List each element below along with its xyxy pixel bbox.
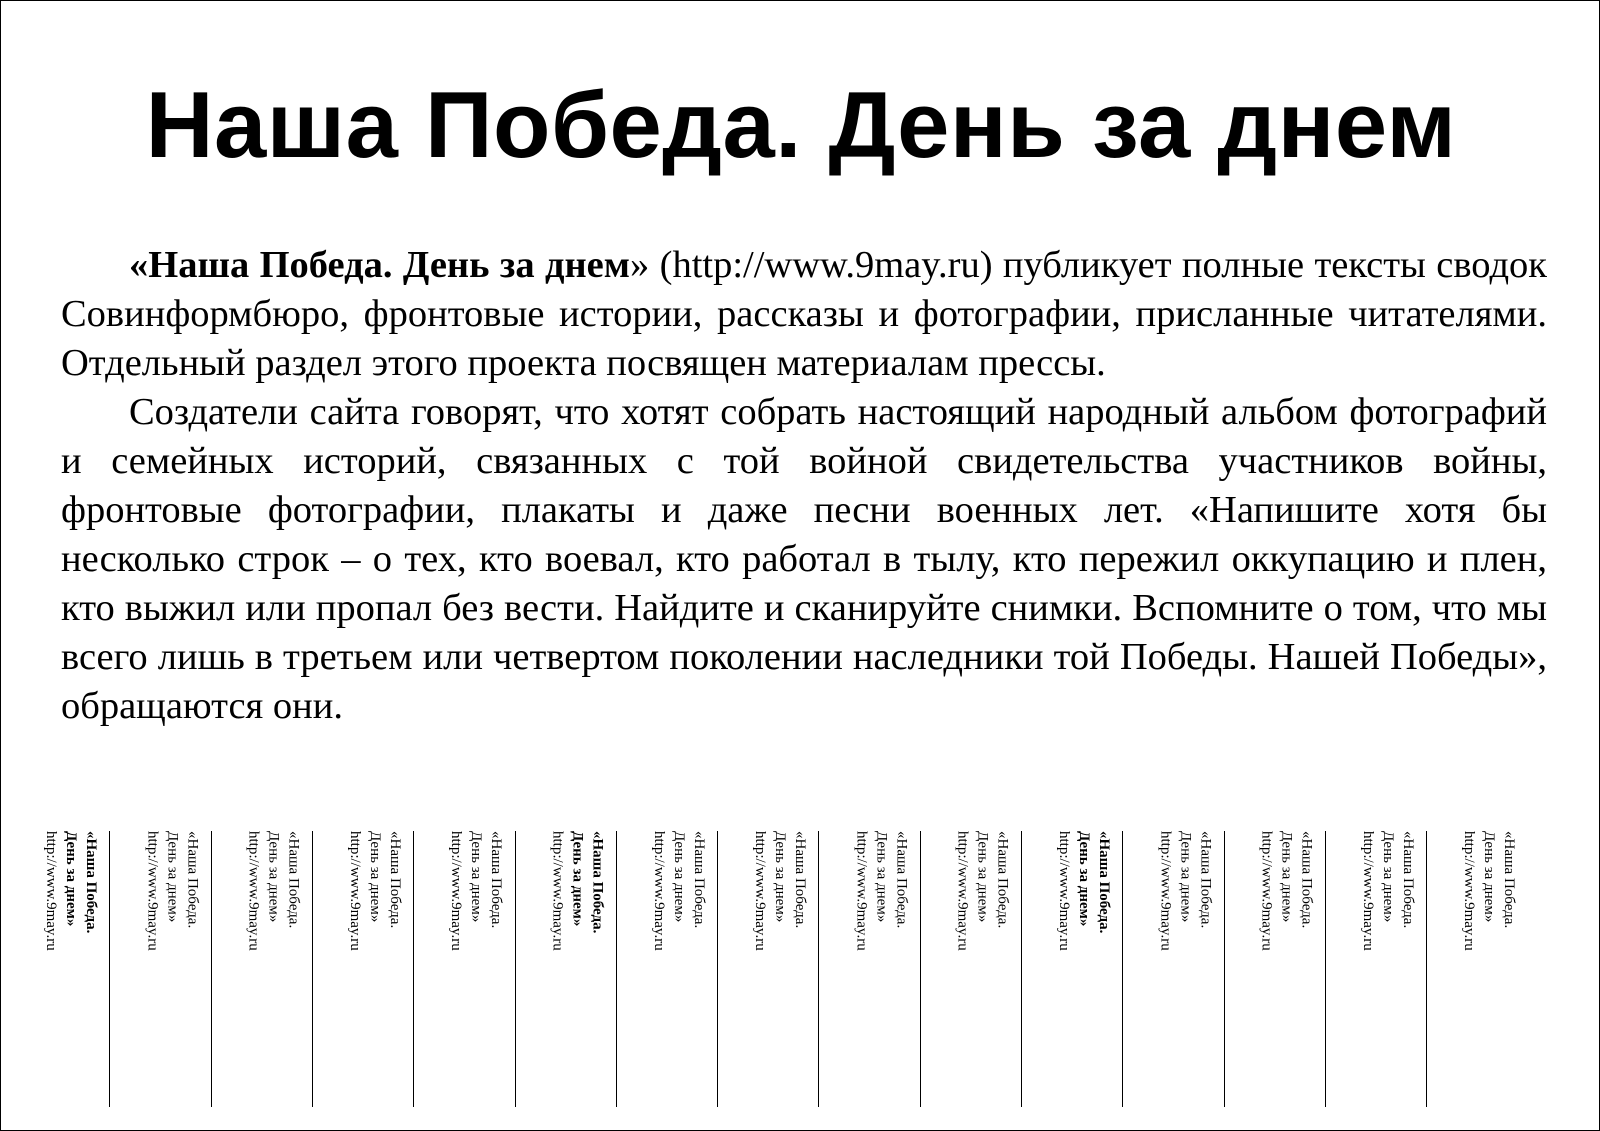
page-title: Наша Победа. День за днем	[145, 72, 1457, 177]
tab-text	[548, 831, 608, 951]
tab-line1: «Наша Победа.	[792, 831, 809, 929]
tear-off-tab	[1021, 831, 1124, 1107]
tab-line3: http://www.9may.ru	[1056, 831, 1072, 951]
tear-off-tab	[717, 831, 820, 1107]
tab-line2: День за днем»	[164, 831, 181, 923]
tab-line3: http://www.9may.ru	[245, 831, 262, 951]
tab-line2: День за днем»	[873, 831, 890, 923]
tab-line2: День за днем»	[670, 831, 687, 923]
tab-text	[1358, 831, 1418, 951]
tear-off-tab	[616, 831, 719, 1107]
tab-line2: День за днем»	[63, 831, 79, 927]
tab-text	[1257, 831, 1317, 951]
tab-text	[851, 831, 911, 951]
tear-off-tab	[8, 831, 111, 1107]
tab-line1: «Наша Победа.	[994, 831, 1011, 929]
tab-line1: «Наша Победа.	[83, 831, 99, 934]
tab-line1: «Наша Победа.	[589, 831, 606, 934]
tab-line2: День за днем»	[569, 831, 586, 927]
tab-line2: День за днем»	[1278, 831, 1295, 923]
tab-line3: http://www.9may.ru	[448, 831, 465, 951]
paragraph-intro	[61, 241, 1547, 388]
tab-line2: День за днем»	[468, 831, 485, 923]
tab-text	[1459, 831, 1519, 951]
tab-line1: «Наша Победа.	[1298, 831, 1315, 929]
tab-line1: «Наша Победа.	[488, 831, 505, 929]
tear-off-tab	[109, 831, 212, 1107]
tab-line3: http://www.9may.ru	[549, 831, 566, 951]
tab-line2: День за днем»	[1177, 831, 1194, 923]
tear-off-tab	[515, 831, 618, 1107]
tab-text	[345, 831, 405, 951]
tear-off-tab	[1122, 831, 1225, 1107]
tab-line1: «Наша Победа.	[386, 831, 403, 929]
tear-off-tab	[211, 831, 314, 1107]
tab-line2: День за днем»	[265, 831, 282, 923]
tab-line1: «Наша Победа.	[184, 831, 201, 929]
tab-text	[41, 831, 101, 951]
tab-line3: http://www.9may.ru	[144, 831, 161, 951]
tab-text	[1054, 831, 1114, 951]
tear-off-tab	[413, 831, 516, 1107]
tab-line3: http://www.9may.ru	[752, 831, 769, 951]
tab-line2: День за днем»	[1379, 831, 1396, 923]
tab-line2: День за днем»	[974, 831, 991, 923]
tab-text	[142, 831, 202, 951]
tab-line3: http://www.9may.ru	[1359, 831, 1376, 951]
intro-text: » (http://www.9may.ru) публикует полные тексты сводок Совинформбюро, фронтовые истории, рассказы и фотографии, присланные читателями. Отдельный раздел этого проекта посвящен материалам прессы.	[61, 244, 1547, 384]
tab-text	[649, 831, 709, 951]
tab-line3: http://www.9may.ru	[43, 831, 59, 951]
tab-line1: «Наша Победа.	[1501, 831, 1518, 929]
tab-line3: http://www.9may.ru	[1258, 831, 1275, 951]
tab-line3: http://www.9may.ru	[1157, 831, 1174, 951]
tear-off-tab	[920, 831, 1023, 1107]
tab-line1: «Наша Победа.	[690, 831, 707, 929]
tab-text	[750, 831, 810, 951]
tear-off-tab	[1224, 831, 1327, 1107]
tear-off-tab	[1426, 831, 1529, 1107]
tab-line1: «Наша Победа.	[1096, 831, 1112, 934]
tab-line2: День за днем»	[366, 831, 383, 923]
body-text	[61, 241, 1547, 731]
tab-line3: http://www.9may.ru	[853, 831, 870, 951]
paragraph-creators: Создатели сайта говорят, что хотят собрать настоящий народный альбом фотографий и семейных историй, связанных с той войной свидетельства участников войны, фронтовые фотографии, плакаты и даже песни военных лет. «Напишите хотя бы несколько строк – о тех, кто воевал, кто работал в тылу, кто пережил оккупацию и плен, кто выжил или пропал без вести. Найдите и сканируйте снимки. Вспомните о том, что мы всего лишь в третьем или четвертом поколении наследники той Победы. Нашей Победы», обращаются они.	[61, 391, 1547, 727]
tear-off-tab	[1325, 831, 1428, 1107]
tab-line2: День за днем»	[1076, 831, 1092, 927]
tab-line2: День за днем»	[1481, 831, 1498, 923]
tab-line3: http://www.9may.ru	[650, 831, 667, 951]
tab-text	[953, 831, 1013, 951]
tear-off-tabs	[8, 831, 1596, 1107]
tab-line1: «Наша Победа.	[1197, 831, 1214, 929]
tab-line3: http://www.9may.ru	[346, 831, 363, 951]
tab-text	[446, 831, 506, 951]
tab-text	[244, 831, 304, 951]
tab-line1: «Наша Победа.	[893, 831, 910, 929]
project-name: «Наша Победа. День за днем	[129, 244, 630, 286]
tear-off-tab	[818, 831, 921, 1107]
tab-line1: «Наша Победа.	[1399, 831, 1416, 929]
tab-line3: http://www.9may.ru	[1461, 831, 1478, 951]
tab-line3: http://www.9may.ru	[954, 831, 971, 951]
tab-line2: День за днем»	[772, 831, 789, 923]
tab-text	[1155, 831, 1215, 951]
tab-line1: «Наша Победа.	[285, 831, 302, 929]
tear-off-tab	[312, 831, 415, 1107]
